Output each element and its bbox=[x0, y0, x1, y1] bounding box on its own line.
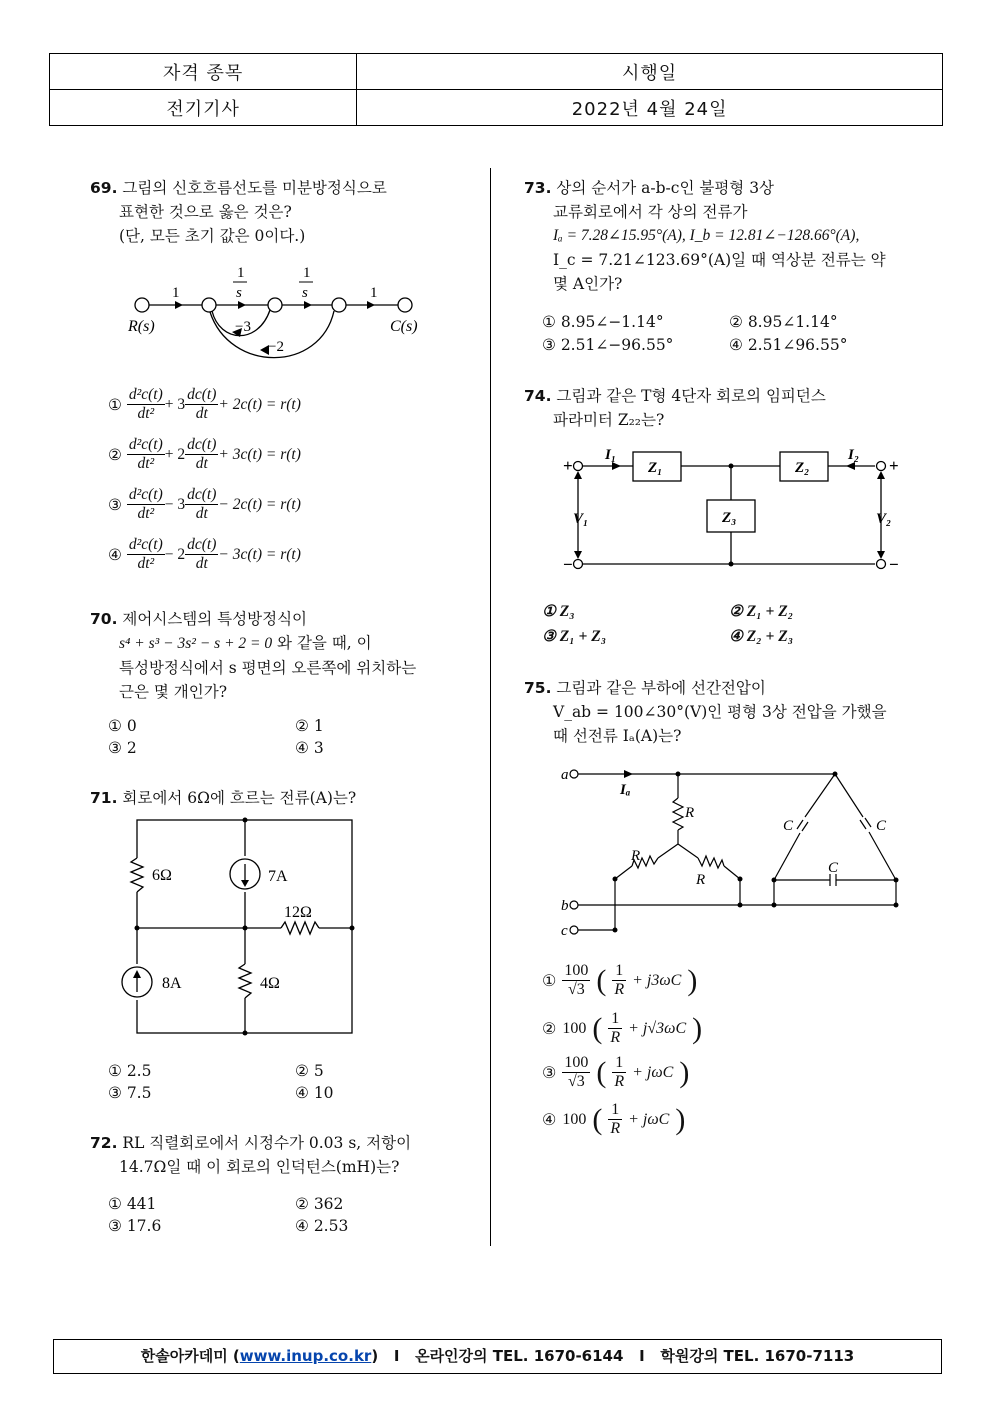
option-mark: ④ bbox=[108, 545, 122, 564]
option-2[interactable]: ② 1 bbox=[295, 717, 324, 735]
question-number: 69. bbox=[90, 179, 118, 197]
option-mark: ② bbox=[542, 1020, 557, 1038]
gain-label: 1 bbox=[237, 265, 245, 281]
signal-flow-graph bbox=[120, 255, 420, 365]
resistor-label: 4Ω bbox=[260, 975, 280, 992]
equation-tail: + 2c(t) = r(t) bbox=[218, 395, 301, 413]
option-expression: + jωC bbox=[632, 1063, 674, 1081]
option-3[interactable]: ③ 2.51∠−96.55° bbox=[542, 336, 674, 354]
fraction: $\frac{dc(t)}{dt}$ bbox=[187, 536, 217, 572]
fraction: $\frac{1}{R}$ bbox=[614, 962, 625, 998]
fraction: $\frac{dc(t)}{dt}$ bbox=[187, 436, 217, 472]
capacitor-label: C bbox=[876, 818, 887, 834]
question-72 bbox=[90, 1131, 411, 1179]
option-expression: + j√3ωC bbox=[628, 1019, 687, 1037]
footer-contact: ) I 온라인강의 TEL. 1670-6144 I 학원강의 TEL. 1670-7113 bbox=[371, 1347, 855, 1365]
paren: ( bbox=[596, 1055, 607, 1089]
header-table bbox=[49, 53, 943, 126]
gain-label: s bbox=[236, 285, 242, 301]
fraction: $\frac{\text{d²c(t)}}{\text{dt²}}$ bbox=[128, 386, 163, 422]
coefficient: 100 bbox=[562, 1019, 587, 1037]
header-col2-title: 시행일 bbox=[357, 54, 943, 90]
current-label: I₁ bbox=[605, 447, 617, 463]
equation-tail: + 3c(t) = r(t) bbox=[218, 445, 301, 463]
feedback-label: −3 bbox=[235, 319, 251, 335]
source-label: 8A bbox=[162, 975, 182, 992]
option-3[interactable]: ③ 7.5 bbox=[108, 1084, 152, 1102]
fraction: $\frac{\text{d²c(t)}}{\text{dt²}}$ bbox=[128, 536, 163, 572]
fraction: $\frac{1}{R}$ bbox=[614, 1054, 625, 1090]
operator: − 3 bbox=[164, 495, 186, 513]
voltage-label: V₂ bbox=[876, 511, 892, 527]
paren: ) bbox=[675, 1102, 686, 1136]
option-mark: ① bbox=[542, 972, 557, 990]
terminal-label: b bbox=[561, 898, 569, 914]
operator: + 2 bbox=[164, 445, 186, 463]
question-text: 교류회로에서 각 상의 전류가 bbox=[553, 203, 748, 221]
question-text: 특성방정식에서 s 평면의 오른쪽에 위치하는 bbox=[119, 659, 417, 677]
three-phase-load-75 bbox=[560, 762, 905, 937]
question-71 bbox=[90, 786, 356, 810]
option-1[interactable]: ① Z₃ bbox=[542, 603, 575, 620]
option-2[interactable] bbox=[108, 436, 301, 473]
option-expression: + j3ωC bbox=[632, 971, 682, 989]
terminal-label: c bbox=[561, 923, 568, 939]
question-number: 71. bbox=[90, 789, 118, 807]
polarity-minus: − bbox=[889, 555, 899, 574]
capacitor-label: C bbox=[828, 860, 839, 876]
fraction: $\frac{\text{d²c(t)}}{\text{dt²}}$ bbox=[128, 436, 163, 472]
option-1[interactable]: ① 0 bbox=[108, 717, 137, 735]
option-1[interactable] bbox=[542, 962, 697, 999]
question-text: 몇 A인가? bbox=[553, 275, 623, 293]
option-mark: ④ bbox=[542, 1111, 557, 1129]
paren: ) bbox=[687, 963, 698, 997]
header-col1-title: 자격 종목 bbox=[50, 54, 357, 90]
question-text: 표현한 것으로 옳은 것은? bbox=[119, 203, 292, 221]
option-1[interactable]: ① 8.95∠−1.14° bbox=[542, 313, 664, 331]
paren: ( bbox=[592, 1011, 603, 1045]
operator: + 3 bbox=[164, 395, 186, 413]
question-text: 그림과 같은 부하에 선간전압이 bbox=[556, 679, 766, 697]
question-text: 때 선전류 Iₐ(A)는? bbox=[553, 727, 682, 745]
input-node-label: R(s) bbox=[128, 318, 155, 335]
question-70 bbox=[90, 607, 416, 704]
resistor-label: R bbox=[685, 805, 695, 821]
option-4[interactable] bbox=[542, 1101, 685, 1138]
question-number: 75. bbox=[524, 679, 552, 697]
option-4[interactable]: ④ 3 bbox=[295, 739, 324, 757]
option-4[interactable]: ④ 2.53 bbox=[295, 1217, 349, 1235]
impedance-label: Z₁ bbox=[648, 460, 663, 476]
fraction: $\frac{\text{d²c(t)}}{\text{dt²}}$ bbox=[128, 486, 163, 522]
option-mark: ② bbox=[108, 445, 122, 464]
impedance-label: Z₂ bbox=[795, 460, 810, 476]
equation-tail: − 3c(t) = r(t) bbox=[218, 545, 301, 563]
gain-label: 1 bbox=[303, 265, 311, 281]
option-mark: ① bbox=[108, 395, 122, 414]
option-1[interactable] bbox=[108, 386, 301, 423]
paren: ( bbox=[592, 1102, 603, 1136]
gain-label: s bbox=[302, 285, 308, 301]
question-number: 70. bbox=[90, 610, 118, 628]
polarity-minus: − bbox=[563, 555, 573, 574]
question-text: V_ab = 100∠30°(V)인 평형 3상 전압을 가했을 bbox=[553, 703, 887, 721]
coefficient: 100 bbox=[562, 1110, 587, 1128]
question-text: 그림의 신호흐름선도를 미분방정식으로 bbox=[122, 179, 387, 197]
option-1[interactable]: ① 441 bbox=[108, 1195, 157, 1213]
resistor-label: 6Ω bbox=[152, 867, 172, 884]
question-text: 근은 몇 개인가? bbox=[119, 683, 228, 701]
question-text: (단, 모든 초기 값은 0이다.) bbox=[119, 227, 306, 245]
resistor-label: R bbox=[631, 848, 641, 864]
question-text: I_c = 7.21∠123.69°(A)일 때 역상분 전류는 약 bbox=[553, 251, 886, 269]
option-3[interactable]: ③ Z₁ + Z₃ bbox=[542, 628, 607, 645]
fraction: $\frac{dc(t)}{dt}$ bbox=[187, 386, 217, 422]
footer bbox=[53, 1339, 942, 1374]
paren: ( bbox=[596, 963, 607, 997]
question-75 bbox=[524, 676, 887, 748]
question-number: 72. bbox=[90, 1134, 118, 1152]
paren: ) bbox=[692, 1011, 703, 1045]
fraction: $\frac{100}{√3}$ bbox=[564, 1054, 589, 1090]
terminal-label: a bbox=[561, 767, 569, 783]
resistor-label: R bbox=[696, 872, 706, 888]
polarity-plus: + bbox=[889, 456, 899, 475]
output-node-label: C(s) bbox=[390, 318, 418, 335]
current-label: Iₐ bbox=[620, 782, 631, 798]
option-expression: + jωC bbox=[628, 1110, 670, 1128]
option-3[interactable] bbox=[108, 486, 301, 523]
exam-name: 전기기사 bbox=[50, 90, 357, 126]
t-network-74 bbox=[560, 445, 905, 575]
column-divider bbox=[490, 168, 491, 1246]
question-number: 74. bbox=[524, 387, 552, 405]
voltage-label: V₁ bbox=[573, 511, 589, 527]
option-1[interactable]: ① 2.5 bbox=[108, 1062, 152, 1080]
footer-academy: 한솔아카데미 ( bbox=[140, 1347, 240, 1365]
option-4[interactable] bbox=[108, 536, 301, 573]
polarity-plus: + bbox=[563, 456, 573, 475]
operator: − 2 bbox=[164, 545, 186, 563]
question-text: RL 직렬회로에서 시정수가 0.03 s, 저항이 bbox=[122, 1134, 412, 1152]
option-2[interactable]: ② 5 bbox=[295, 1062, 324, 1080]
circuit-71 bbox=[136, 818, 356, 1038]
option-mark: ③ bbox=[542, 1064, 557, 1082]
gain-label: 1 bbox=[370, 285, 378, 301]
gain-label: 1 bbox=[172, 285, 180, 301]
question-text: 와 같을 때, 이 bbox=[277, 634, 372, 652]
paren: ) bbox=[679, 1055, 690, 1089]
question-number: 73. bbox=[524, 179, 552, 197]
capacitor-label: C bbox=[783, 818, 794, 834]
fraction: $\frac{1}{R}$ bbox=[610, 1101, 621, 1137]
question-text: 파라미터 Z₂₂는? bbox=[553, 411, 665, 429]
impedance-label: Z₃ bbox=[722, 510, 737, 526]
option-4[interactable]: ④ Z₂ + Z₃ bbox=[729, 628, 794, 645]
equation-tail: − 2c(t) = r(t) bbox=[218, 495, 301, 513]
option-3[interactable] bbox=[542, 1054, 689, 1091]
footer-website-link[interactable]: www.inup.co.kr bbox=[239, 1347, 372, 1365]
question-text: 회로에서 6Ω에 흐르는 전류(A)는? bbox=[122, 789, 357, 807]
option-mark: ③ bbox=[108, 495, 122, 514]
question-text: 14.7Ω일 때 이 회로의 인덕턴스(mH)는? bbox=[119, 1158, 400, 1176]
question-text: 그림과 같은 T형 4단자 회로의 임피던스 bbox=[556, 387, 826, 405]
question-text: Iₐ = 7.28∠15.95°(A), I_b = 12.81∠−128.66°(A), bbox=[553, 227, 860, 244]
feedback-label: −2 bbox=[268, 339, 284, 355]
current-label: I₂ bbox=[848, 447, 860, 463]
question-text: 상의 순서가 a-b-c인 불평형 3상 bbox=[556, 179, 775, 197]
option-2[interactable] bbox=[542, 1010, 702, 1047]
fraction: $\frac{100}{√3}$ bbox=[564, 962, 589, 998]
option-2[interactable]: ② 362 bbox=[295, 1195, 344, 1213]
characteristic-equation: s⁴ + s³ − 3s² − s + 2 = 0 bbox=[119, 635, 273, 652]
resistor-label: 12Ω bbox=[284, 904, 312, 921]
option-3[interactable]: ③ 17.6 bbox=[108, 1217, 162, 1235]
question-74 bbox=[524, 384, 826, 432]
fraction: $\frac{1}{R}$ bbox=[610, 1010, 621, 1046]
fraction: $\frac{dc(t)}{dt}$ bbox=[187, 486, 217, 522]
exam-date: 2022년 4월 24일 bbox=[357, 90, 943, 126]
option-2[interactable]: ② 8.95∠1.14° bbox=[729, 313, 838, 331]
question-73 bbox=[524, 176, 886, 296]
option-2[interactable]: ② Z₁ + Z₂ bbox=[729, 603, 794, 620]
option-3[interactable]: ③ 2 bbox=[108, 739, 137, 757]
question-text: 제어시스템의 특성방정식이 bbox=[122, 610, 308, 628]
source-label: 7A bbox=[268, 868, 288, 885]
option-4[interactable]: ④ 10 bbox=[295, 1084, 334, 1102]
question-69 bbox=[90, 176, 387, 248]
option-4[interactable]: ④ 2.51∠96.55° bbox=[729, 336, 848, 354]
